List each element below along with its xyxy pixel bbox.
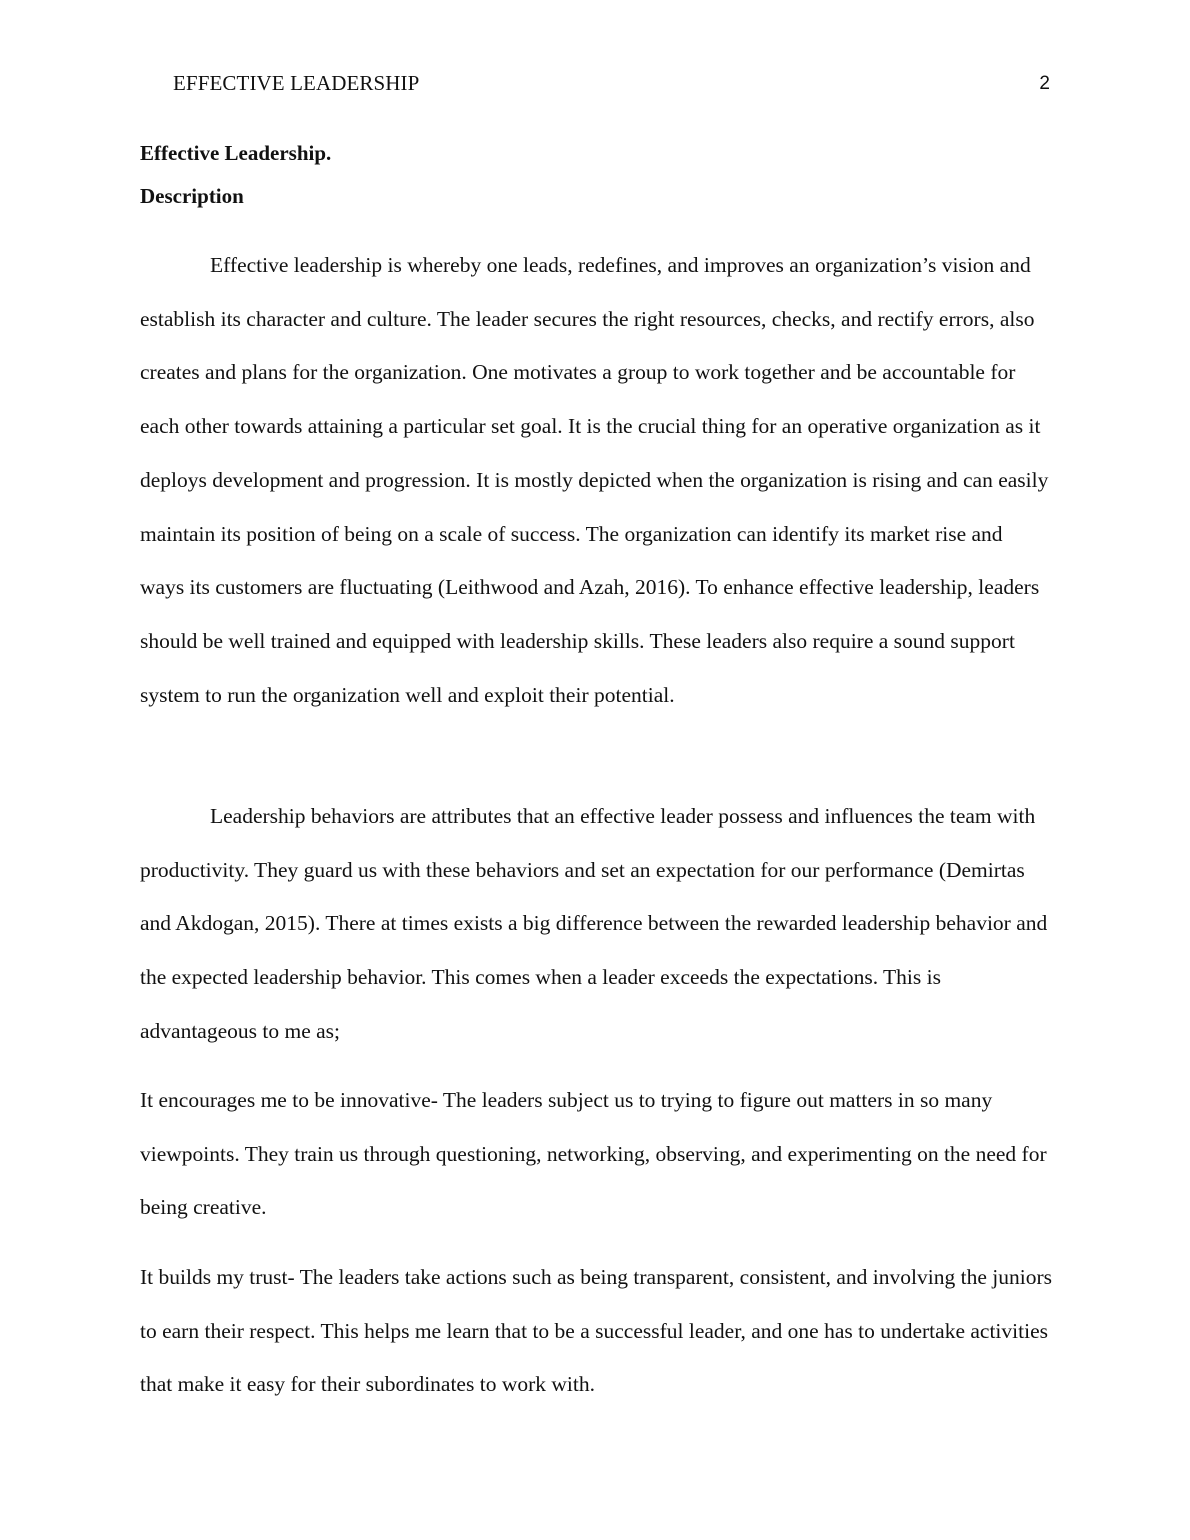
page-number: 2 [1039,73,1050,94]
body-paragraph: Effective leadership is whereby one leads, redefines, and improves an organization’s vision and establish its character and culture. The leader secures the right resources, checks, and rectify errors, also creates and plans for the organization. One motivates a group to work together and be accountable for each other towards attaining a particular set goal. It is the crucial thing for an operative organization as it deploys development and progression. It is mostly depicted when the organization is rising and can easily maintain its position of being on a scale of success. The organization can identify its market rise and ways its customers are fluctuating (Leithwood and Azah, 2016). To enhance effective leadership, leaders should be well trained and equipped with leadership skills. These leaders also require a sound support system to run the organization well and exploit their potential. [140,253,1049,707]
body-paragraph: It builds my trust- The leaders take actions such as being transparent, consistent, and involving the juniors to earn their respect. This helps me learn that to be a successful leader, and one has to undertake activities that make it easy for their subordinates to work with. [140,1265,1052,1397]
body-paragraph: Leadership behaviors are attributes that an effective leader possess and influences the team with productivity. They guard us with these behaviors and set an expectation for our performance (Demirtas and Akdogan, 2015). There at times exists a big difference between the rewarded leadership behavior and the expected leadership behavior. This comes when a leader exceeds the expectations. This is advantageous to me as; [140,804,1048,1043]
body-paragraph: It encourages me to be innovative- The leaders subject us to trying to figure out matters in so many viewpoints. They train us through questioning, networking, observing, and experimenting on the need for being creative. [140,1088,1047,1220]
section-heading-description: Description [140,184,244,208]
document-title: Effective Leadership. [140,141,332,165]
running-head: EFFECTIVE LEADERSHIP [173,71,420,95]
